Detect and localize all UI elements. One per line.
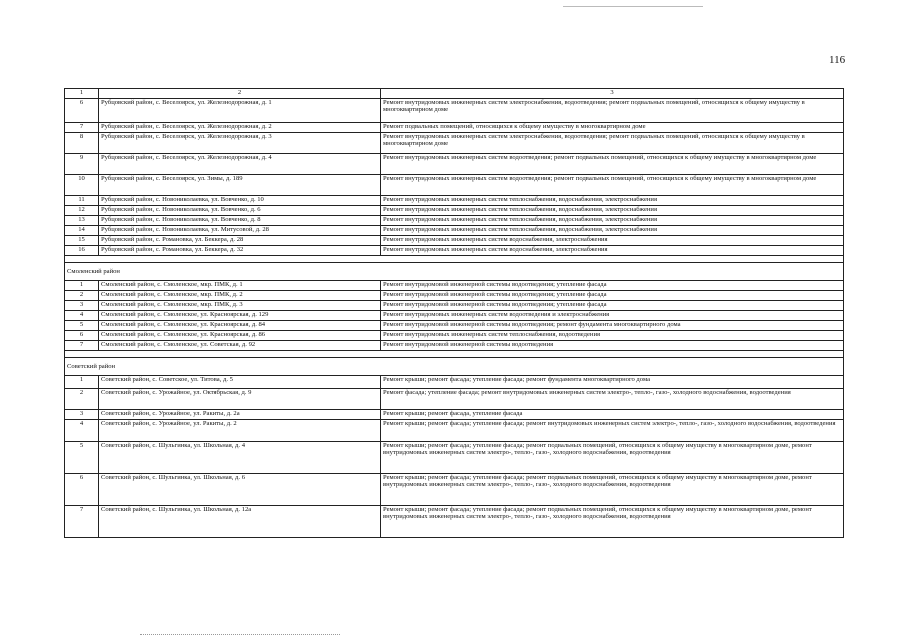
column-number-row (65, 89, 844, 99)
table-row (65, 236, 844, 246)
row-number-cell: 7 (65, 506, 99, 538)
column-header: 2 (99, 89, 381, 99)
scan-bottom-marks (140, 634, 340, 635)
table-row (65, 123, 844, 133)
row-number-cell: 7 (65, 341, 99, 351)
works-cell: Ремонт подвальных помещений, относящихся к общему имуществу в многоквартирном доме (381, 123, 844, 133)
works-cell: Ремонт внутридомовых инженерных систем теплоснабжения, водоснабжения, электроснабжения (381, 206, 844, 216)
row-number-cell: 10 (65, 175, 99, 196)
works-cell: Ремонт крыши; ремонт фасада; утепление фасада; ремонт внутридомовых инженерных систем электро-, тепло-, газо-, холодного водоснабжения, водоотведения (381, 420, 844, 442)
row-number-cell: 14 (65, 226, 99, 236)
section-gap (65, 256, 844, 263)
address-cell: Смоленский район, с. Смоленское, ул. Советская, д. 92 (99, 341, 381, 351)
row-number-cell: 2 (65, 389, 99, 410)
table-row (65, 216, 844, 226)
works-cell: Ремонт внутридомовых инженерных систем теплоснабжения, водоснабжения, электроснабжения (381, 196, 844, 206)
table-row (65, 420, 844, 442)
works-cell: Ремонт внутридомовой инженерной системы водоотведения; утепление фасада (381, 281, 844, 291)
section-gap (65, 351, 844, 358)
row-number-cell: 7 (65, 123, 99, 133)
district-title: Советский район (65, 358, 844, 376)
row-number-cell: 1 (65, 376, 99, 389)
row-number-cell: 9 (65, 154, 99, 175)
address-cell: Рубцовский район, с. Романовка, ул. Беккера, д. 28 (99, 236, 381, 246)
works-cell: Ремонт крыши; ремонт фасада; утепление фасада; ремонт подвальных помещений, относящихся к общему имуществу в многоквартирном доме, ремонт внутридомовых инженерных систем электро-, тепло-, газо-, холодного водоснабжения, водоотведения (381, 506, 844, 538)
row-number-cell: 4 (65, 311, 99, 321)
column-header: 1 (65, 89, 99, 99)
table-row (65, 442, 844, 474)
works-cell: Ремонт внутридомовых инженерных систем водоотведения и электроснабжения (381, 311, 844, 321)
address-cell: Смоленский район, с. Смоленское, мкр. ПМК, д. 2 (99, 291, 381, 301)
district-title: Смоленский район (65, 263, 844, 281)
row-number-cell: 1 (65, 281, 99, 291)
table-row (65, 154, 844, 175)
row-number-cell: 13 (65, 216, 99, 226)
table-row (65, 226, 844, 236)
table-row (65, 291, 844, 301)
table-row (65, 331, 844, 341)
works-cell: Ремонт внутридомовых инженерных систем электроснабжения, водоотведения; ремонт подвальных помещений, относящихся к общему имуществу в многоквартирном доме (381, 99, 844, 123)
works-cell: Ремонт крыши; ремонт фасада; утепление фасада; ремонт подвальных помещений, относящихся к общему имуществу в многоквартирном доме, ремонт внутридомовых инженерных систем электро-, тепло-, газо-, холодного водоснабжения, водоотведения (381, 474, 844, 506)
address-cell: Рубцовский район, с. Веселоярск, ул. Железнодорожная, д. 4 (99, 154, 381, 175)
address-cell: Рубцовский район, с. Веселоярск, ул. Железнодорожная, д. 2 (99, 123, 381, 133)
row-number-cell: 3 (65, 301, 99, 311)
works-cell: Ремонт внутридомовых инженерных систем электроснабжения, водоотведения; ремонт подвальных помещений, относящихся к общему имуществу в многоквартирном доме (381, 133, 844, 154)
works-cell: Ремонт крыши; ремонт фасада, утепление фасада (381, 410, 844, 420)
row-number-cell: 15 (65, 236, 99, 246)
row-number-cell: 3 (65, 410, 99, 420)
table-row (65, 99, 844, 123)
works-register-table (64, 88, 844, 538)
row-number-cell: 8 (65, 133, 99, 154)
works-cell: Ремонт внутридомовых инженерных систем водоснабжения, электроснабжения (381, 236, 844, 246)
table-row (65, 196, 844, 206)
table-row (65, 133, 844, 154)
address-cell: Советский район, с. Урожайное, ул. Октябрьская, д. 9 (99, 389, 381, 410)
address-cell: Советский район, с. Урожайное, ул. Ракиты, д. 2а (99, 410, 381, 420)
address-cell: Рубцовский район, с. Веселоярск, ул. Железнодорожная, д. 1 (99, 99, 381, 123)
table-row (65, 389, 844, 410)
address-cell: Рубцовский район, с. Новониколаевка, ул. Вовченко, д. 8 (99, 216, 381, 226)
row-number-cell: 11 (65, 196, 99, 206)
address-cell: Советский район, с. Шульгинка, ул. Школьная, д. 6 (99, 474, 381, 506)
works-cell: Ремонт внутридомовых инженерных систем водоотведения; ремонт подвальных помещений, относящихся к общему имуществу в многоквартирном доме (381, 154, 844, 175)
address-cell: Рубцовский район, с. Новониколаевка, ул. Вовченко, д. 10 (99, 196, 381, 206)
table-row (65, 376, 844, 389)
works-cell: Ремонт фасада; утепление фасада; ремонт внутридомовых инженерных систем электро-, тепло-, газо-, холодного водоснабжения, водоотведения (381, 389, 844, 410)
table-row (65, 410, 844, 420)
works-cell: Ремонт внутридомовых инженерных систем теплоснабжения, водоснабжения, электроснабжения (381, 216, 844, 226)
works-cell: Ремонт внутридомовой инженерной системы водоотведения; утепление фасада (381, 291, 844, 301)
page-number: 116 (829, 54, 846, 66)
works-cell: Ремонт внутридомовой инженерной системы водоотведения; утепление фасада (381, 301, 844, 311)
row-number-cell: 12 (65, 206, 99, 216)
row-number-cell: 6 (65, 99, 99, 123)
address-cell: Рубцовский район, с. Веселоярск, ул. Железнодорожная, д. 3 (99, 133, 381, 154)
row-number-cell: 6 (65, 331, 99, 341)
address-cell: Смоленский район, с. Смоленское, ул. Красноярская, д. 84 (99, 321, 381, 331)
address-cell: Смоленский район, с. Смоленское, ул. Красноярская, д. 86 (99, 331, 381, 341)
row-number-cell: 6 (65, 474, 99, 506)
works-cell: Ремонт внутридомовых инженерных систем водоотведения; ремонт подвальных помещений, относящихся к общему имуществу в многоквартирном доме (381, 175, 844, 196)
works-cell: Ремонт внутридомовых инженерных систем водоснабжения, электроснабжения (381, 246, 844, 256)
column-header: 3 (381, 89, 844, 99)
address-cell: Советский район, с. Шульгинка, ул. Школьная, д. 12а (99, 506, 381, 538)
address-cell: Советский район, с. Шульгинка, ул. Школьная, д. 4 (99, 442, 381, 474)
table-body (65, 89, 844, 538)
works-cell: Ремонт внутридомовых инженерных систем теплоснабжения, водоотведения (381, 331, 844, 341)
works-cell: Ремонт крыши; ремонт фасада; утепление фасада; ремонт подвальных помещений, относящихся к общему имуществу в многоквартирном доме, ремонт внутридомовых инженерных систем электро-, тепло-, газо-, холодного водоснабжения, водоотведения (381, 442, 844, 474)
address-cell: Смоленский район, с. Смоленское, ул. Красноярская, д. 129 (99, 311, 381, 321)
address-cell: Советский район, с. Урожайное, ул. Ракиты, д. 2 (99, 420, 381, 442)
works-cell: Ремонт внутридомовой инженерной системы водоотведения; ремонт фундамента многоквартирного дома (381, 321, 844, 331)
works-cell: Ремонт крыши; ремонт фасада; утепление фасада; ремонт фундамента многоквартирного дома (381, 376, 844, 389)
address-cell: Рубцовский район, с. Веселоярск, ул. Зимы, д. 189 (99, 175, 381, 196)
row-number-cell: 4 (65, 420, 99, 442)
table-row (65, 281, 844, 291)
row-number-cell: 2 (65, 291, 99, 301)
district-section-row (65, 263, 844, 281)
works-cell: Ремонт внутридомовой инженерной системы водоотведения (381, 341, 844, 351)
address-cell: Смоленский район, с. Смоленское, мкр. ПМК, д. 1 (99, 281, 381, 291)
address-cell: Советский район, с. Советское, ул. Титова, д. 5 (99, 376, 381, 389)
table-row (65, 206, 844, 216)
works-cell: Ремонт внутридомовых инженерных систем теплоснабжения, водоснабжения, электроснабжения (381, 226, 844, 236)
address-cell: Рубцовский район, с. Романовка, ул. Беккера, д. 32 (99, 246, 381, 256)
table-row (65, 175, 844, 196)
row-number-cell: 5 (65, 321, 99, 331)
address-cell: Смоленский район, с. Смоленское, мкр. ПМК, д. 3 (99, 301, 381, 311)
table-row (65, 474, 844, 506)
table-row (65, 311, 844, 321)
district-section-row (65, 358, 844, 376)
table-row (65, 321, 844, 331)
table-row (65, 246, 844, 256)
address-cell: Рубцовский район, с. Новониколаевка, ул. Митусовой, д. 28 (99, 226, 381, 236)
table-row (65, 301, 844, 311)
table-row (65, 341, 844, 351)
table-row (65, 506, 844, 538)
row-number-cell: 16 (65, 246, 99, 256)
scan-top-rule (563, 6, 703, 7)
address-cell: Рубцовский район, с. Новониколаевка, ул. Вовченко, д. 6 (99, 206, 381, 216)
row-number-cell: 5 (65, 442, 99, 474)
